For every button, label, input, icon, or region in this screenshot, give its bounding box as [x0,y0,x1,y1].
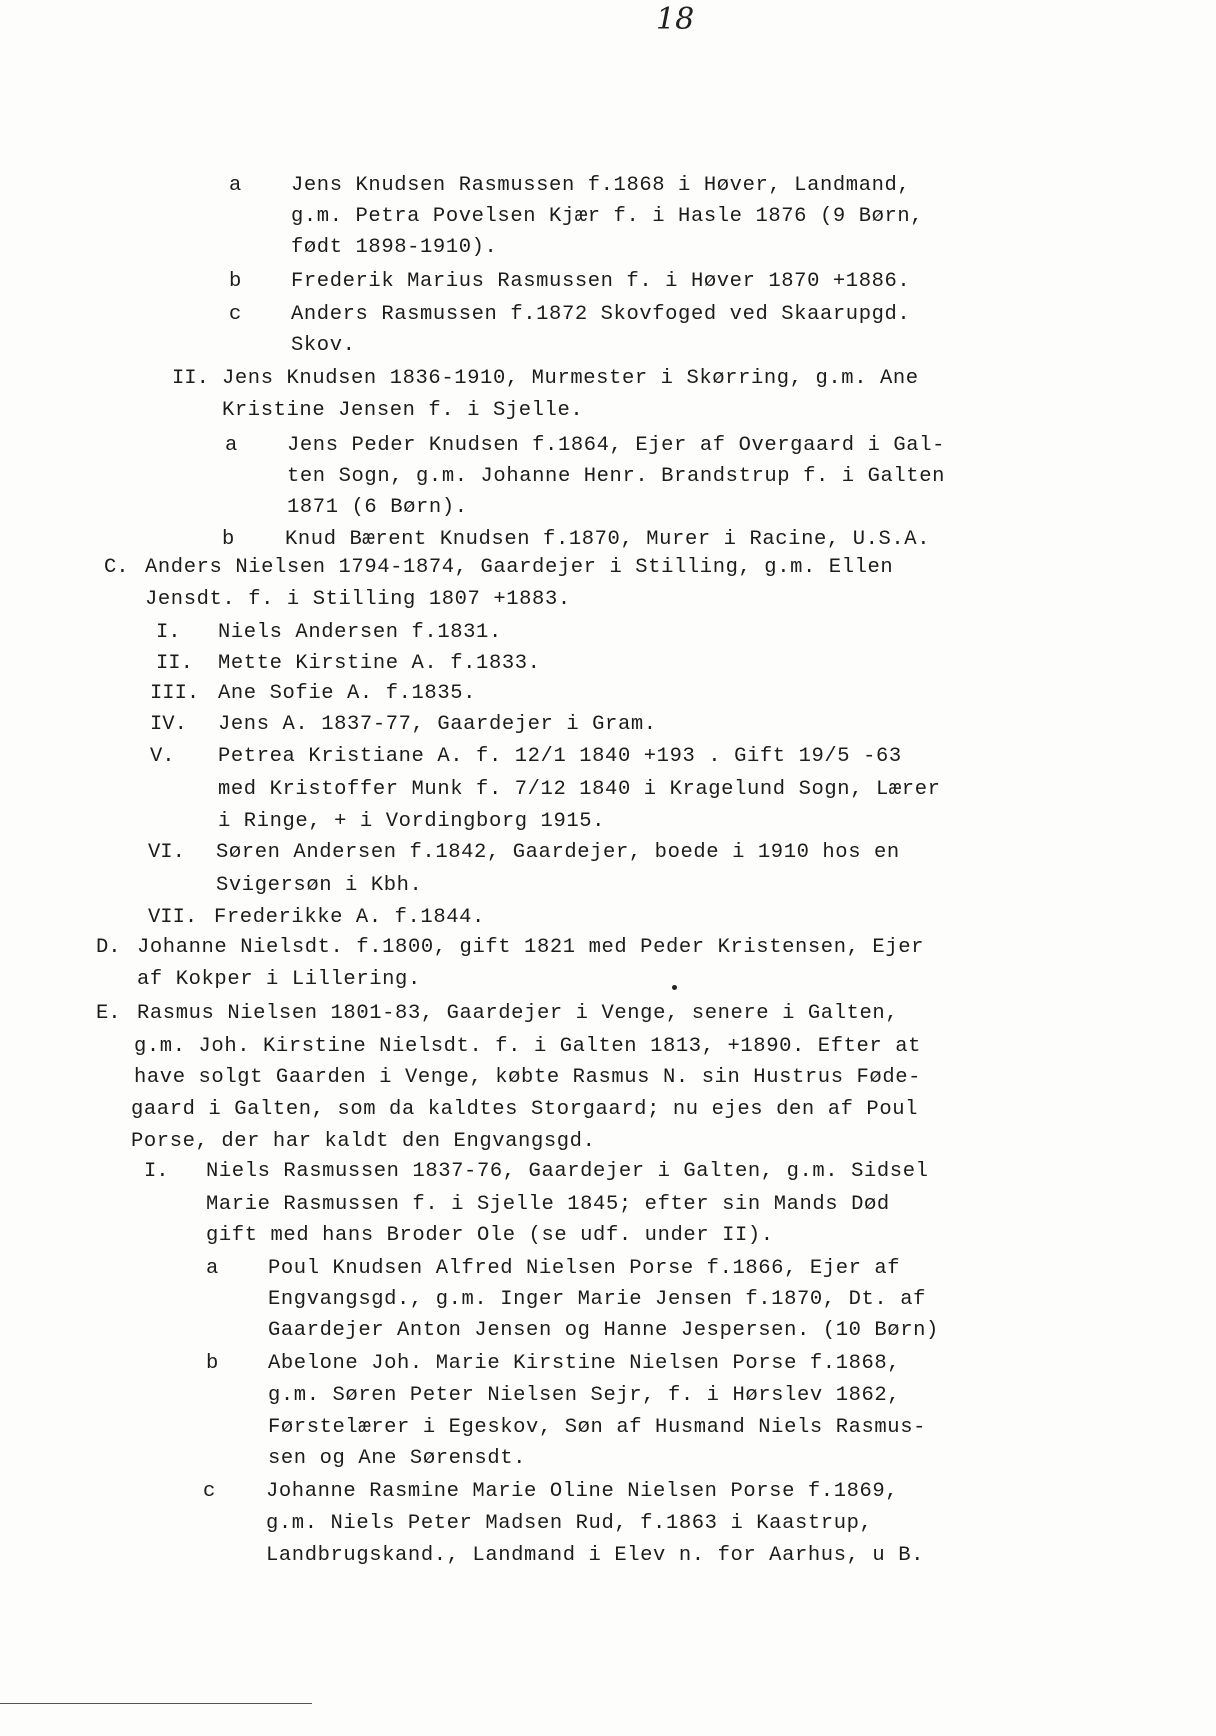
text-line: g.m. Petra Povelsen Kjær f. i Hasle 1876 (9 Børn, [291,205,924,228]
text-line: gaard i Galten, som da kaldtes Storgaard; nu ejes den af Poul [131,1098,919,1121]
text-line: Skov. [291,334,356,357]
entry-marker: V. [150,745,175,768]
text-line: Engvangsgd., g.m. Inger Marie Jensen f.1870, Dt. af [268,1288,927,1311]
text-line: Jens Knudsen 1836-1910, Murmester i Skørring, g.m. Ane [222,367,919,390]
entry-marker: I. [156,621,181,644]
text-line: født 1898-1910). [291,236,498,259]
text-line: Frederik Marius Rasmussen f. i Høver 1870 +1886. [291,270,911,293]
entry-marker: C. [104,556,129,579]
text-line: Knud Bærent Knudsen f.1870, Murer i Racine, U.S.A. [285,528,931,551]
bottom-rule [0,1703,312,1704]
text-line: Jens Peder Knudsen f.1864, Ejer af Overgaard i Gal- [287,434,946,457]
text-line: i Ringe, + i Vordingborg 1915. [218,810,606,833]
text-line: Kristine Jensen f. i Sjelle. [222,399,584,422]
text-line: Førstelærer i Egeskov, Søn af Husmand Niels Rasmus- [268,1416,927,1439]
text-line: Marie Rasmussen f. i Sjelle 1845; efter sin Mands Død [206,1193,890,1216]
text-line: Mette Kirstine A. f.1833. [218,652,541,675]
text-line: Gaardejer Anton Jensen og Hanne Jespersen. (10 Børn) [268,1319,939,1342]
text-line: Frederikke A. f.1844. [214,906,485,929]
text-line: g.m. Joh. Kirstine Nielsdt. f. i Galten 1813, +1890. Efter at [134,1035,922,1058]
text-line: g.m. Niels Peter Madsen Rud, f.1863 i Kaastrup, [266,1512,873,1535]
entry-marker: c [229,303,242,326]
text-line: g.m. Søren Peter Nielsen Sejr, f. i Hørslev 1862, [268,1384,901,1407]
entry-marker: I. [144,1160,169,1183]
entry-marker: a [206,1257,219,1280]
page-number: 18 [656,2,695,37]
text-line: Poul Knudsen Alfred Nielsen Porse f.1866, Ejer af [268,1257,901,1280]
text-line: Johanne Nielsdt. f.1800, gift 1821 med Peder Kristensen, Ejer [137,936,925,959]
entry-marker: VII. [148,906,198,929]
entry-marker: E. [96,1002,121,1025]
text-line: Jens A. 1837-77, Gaardejer i Gram. [218,713,657,736]
entry-marker: III. [150,682,200,705]
text-line: af Kokper i Lillering. [137,968,421,991]
text-line: Abelone Joh. Marie Kirstine Nielsen Porse f.1868, [268,1352,901,1375]
text-line: Porse, der har kaldt den Engvangsgd. [131,1130,596,1153]
entry-marker: VI. [148,841,185,864]
entry-marker: II. [156,652,193,675]
text-line: med Kristoffer Munk f. 7/12 1840 i Kragelund Sogn, Lærer [218,778,941,801]
entry-marker: a [225,434,238,457]
text-line: Anders Nielsen 1794-1874, Gaardejer i Stilling, g.m. Ellen [145,556,894,579]
text-line: Anders Rasmussen f.1872 Skovfoged ved Skaarupgd. [291,303,911,326]
entry-marker: b [229,270,242,293]
text-line: Rasmus Nielsen 1801-83, Gaardejer i Venge, senere i Galten, [137,1002,899,1025]
text-line: Johanne Rasmine Marie Oline Nielsen Porse f.1869, [266,1480,899,1503]
entry-marker: a [229,174,242,197]
entry-marker: b [222,528,235,551]
text-line: Jensdt. f. i Stilling 1807 +1883. [145,588,571,611]
text-line: ten Sogn, g.m. Johanne Henr. Brandstrup f. i Galten [287,465,946,488]
ink-dot [672,985,677,990]
entry-marker: IV. [150,713,187,736]
text-line: Svigersøn i Kbh. [216,874,423,897]
entry-marker: II. [172,367,209,390]
entry-marker: D. [96,936,121,959]
text-line: gift med hans Broder Ole (se udf. under II). [206,1224,774,1247]
text-line: Niels Andersen f.1831. [218,621,502,644]
entry-marker: b [206,1352,219,1375]
text-line: have solgt Gaarden i Venge, købte Rasmus N. sin Hustrus Føde- [134,1066,922,1089]
text-line: Jens Knudsen Rasmussen f.1868 i Høver, Landmand, [291,174,911,197]
text-line: 1871 (6 Børn). [287,496,468,519]
text-line: Landbrugskand., Landmand i Elev n. for Aarhus, u B. [266,1544,925,1567]
text-line: Søren Andersen f.1842, Gaardejer, boede i 1910 hos en [216,841,900,864]
text-line: Niels Rasmussen 1837-76, Gaardejer i Galten, g.m. Sidsel [206,1160,929,1183]
text-line: Petrea Kristiane A. f. 12/1 1840 +193 . Gift 19/5 -63 [218,745,902,768]
text-line: Ane Sofie A. f.1835. [218,682,477,705]
entry-marker: c [203,1480,216,1503]
text-line: sen og Ane Sørensdt. [268,1447,527,1470]
